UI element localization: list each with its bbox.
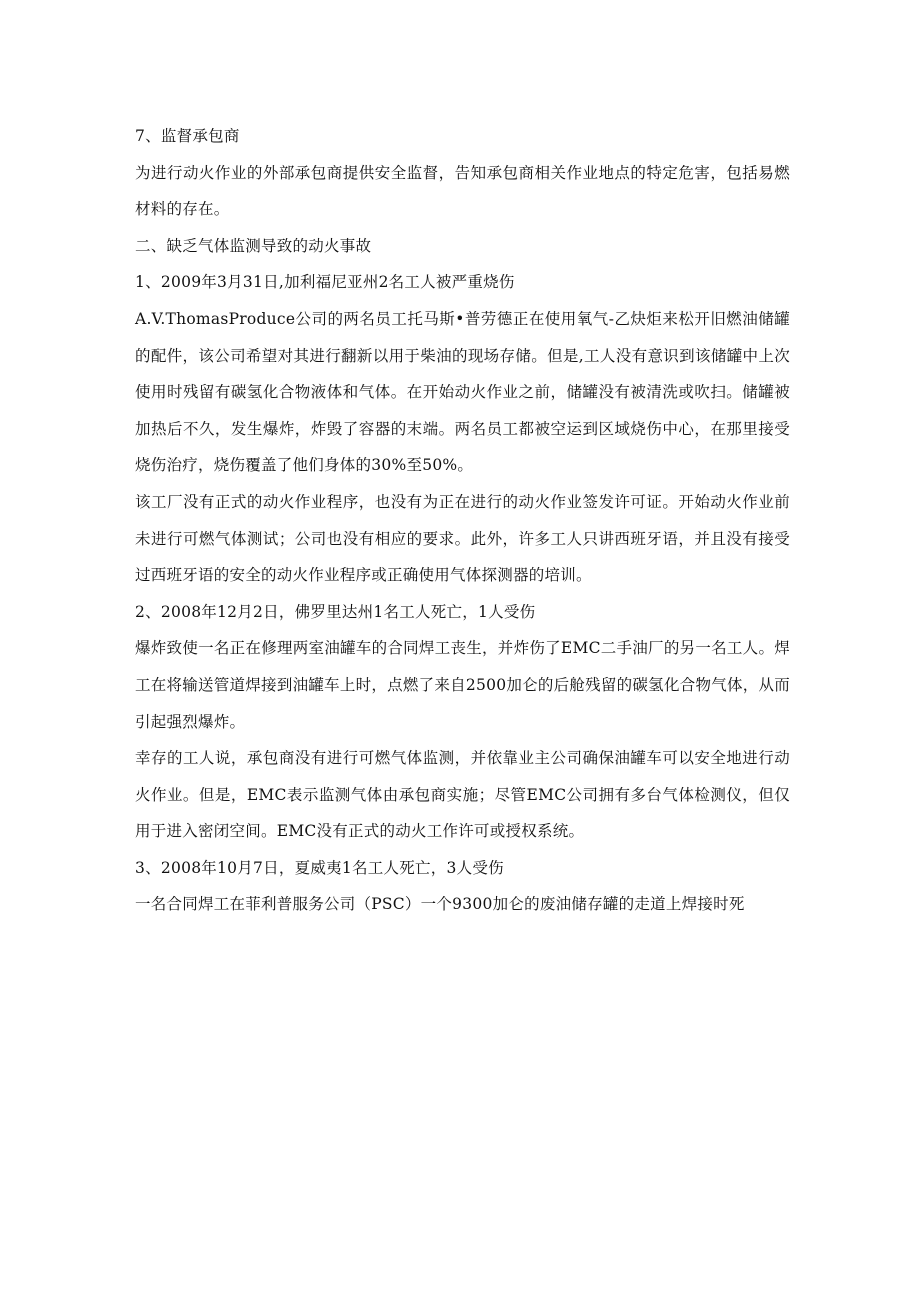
case-heading-florida: 2、2008年12月2日，佛罗里达州1名工人死亡，1人受伤 bbox=[135, 602, 536, 621]
paragraph-hawaii-incident: 一名合同焊工在菲利普服务公司（PSC）一个9300加仑的废油储存罐的走道上焊接时死 bbox=[135, 895, 745, 914]
section-heading-gas-monitoring-accidents: 二、缺乏气体监测导致的动火事故 bbox=[135, 236, 372, 255]
document-body bbox=[135, 118, 790, 923]
case-heading-california: 1、2009年3月31日,加利福尼亚州2名工人被严重烧伤 bbox=[135, 273, 515, 292]
paragraph-florida-causes: 幸存的工人说，承包商没有进行可燃气体监测，并依靠业主公司确保油罐车可以安全地进行动火作业。但是，EMC表示监测气体由承包商实施；尽管EMC公司拥有多台气体检测仪，但仅用于进入密闭空间。EMC没有正式的动火工作许可或授权系统。 bbox=[135, 749, 790, 841]
section-heading-supervise-contractors: 7、监督承包商 bbox=[135, 127, 240, 145]
paragraph-california-causes: 该工厂没有正式的动火作业程序，也没有为正在进行的动火作业签发许可证。开始动火作业前未进行可燃气体测试；公司也没有相应的要求。此外，许多工人只讲西班牙语，并且没有接受过西班牙语的安全的动火作业程序或正确使用气体探测器的培训。 bbox=[135, 492, 790, 585]
paragraph-contractor-supervision: 为进行动火作业的外部承包商提供安全监督，告知承包商相关作业地点的特定危害，包括易燃材料的存在。 bbox=[135, 163, 790, 219]
case-heading-hawaii: 3、2008年10月7日，夏威夷1名工人死亡，3人受伤 bbox=[135, 858, 504, 877]
paragraph-california-incident: A.V.ThomasProduce公司的两名员工托马斯•普劳德正在使用氧气-乙炔炬来松开旧燃油储罐的配件，该公司希望对其进行翻新以用于柴油的现场存储。但是,工人没有意识到该储罐中上次使用时残留有碳氢化合物液体和气体。在开始动火作业之前，储罐没有被清洗或吹扫。储罐被加热后不久，发生爆炸，炸毁了容器的末端。两名员工都被空运到区域烧伤中心，在那里接受烧伤治疗，烧伤覆盖了他们身体的30%至50%。 bbox=[135, 309, 790, 475]
paragraph-florida-incident: 爆炸致使一名正在修理两室油罐车的合同焊工丧生，并炸伤了EMC二手油厂的另一名工人。焊工在将输送管道焊接到油罐车上时，点燃了来自2500加仑的后舱残留的碳氢化合物气体，从而引起强烈爆炸。 bbox=[135, 639, 790, 731]
